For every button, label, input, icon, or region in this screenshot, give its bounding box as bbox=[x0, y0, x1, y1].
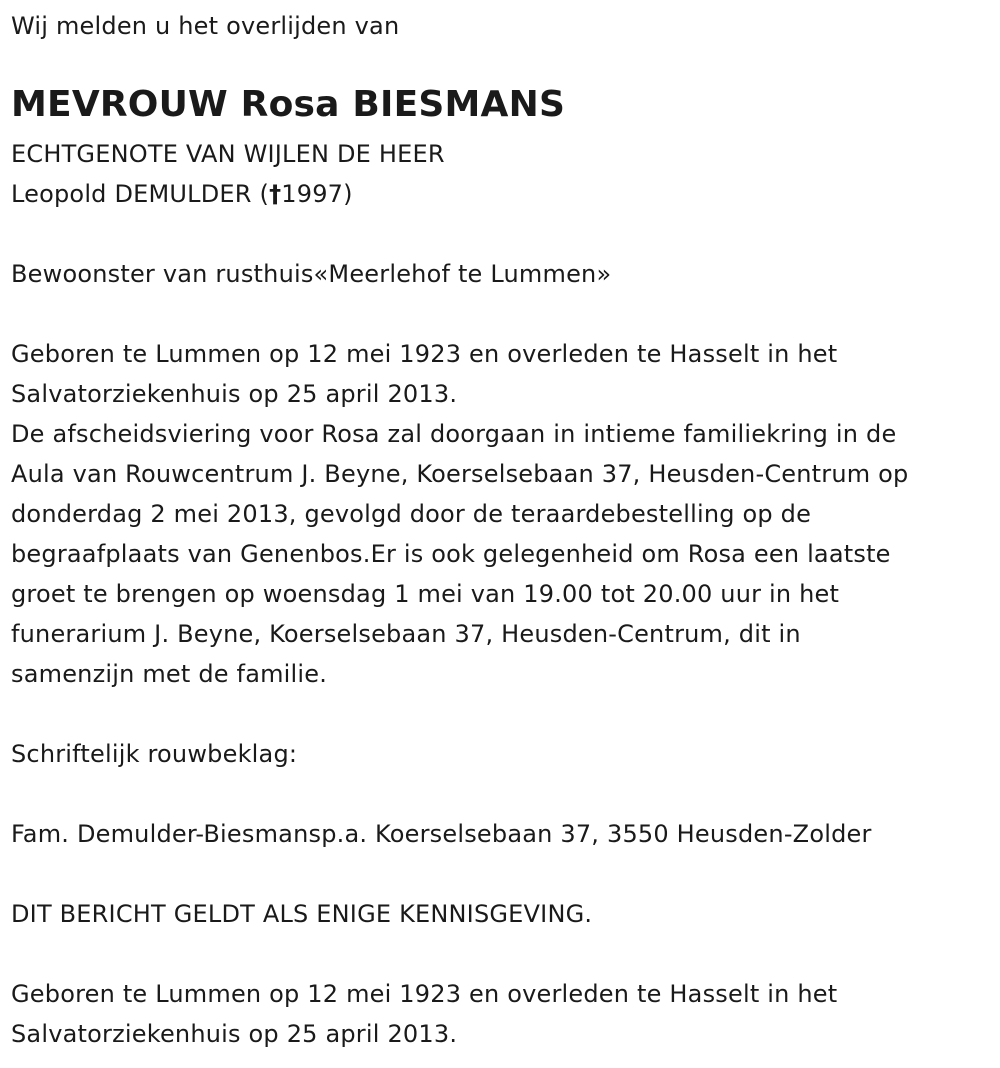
ceremony-line: Aula van Rouwcentrum J. Beyne, Koerselsebaan 37, Heusden-Centrum op bbox=[11, 460, 909, 488]
spouse-death-year: 1997) bbox=[281, 180, 353, 208]
ceremony-line: begraafplaats van Genenbos.Er is ook gelegenheid om Rosa een laatste bbox=[11, 540, 891, 568]
condolence-label: Schriftelijk rouwbeklag: bbox=[11, 740, 298, 768]
deceased-name: MEVROUW Rosa BIESMANS bbox=[11, 84, 566, 125]
notice-text: DIT BERICHT GELDT ALS ENIGE KENNISGEVING. bbox=[11, 900, 593, 928]
residence-text: Bewoonster van rusthuis«Meerlehof te Lummen» bbox=[11, 260, 612, 288]
birth-death-repeat-line: Salvatorziekenhuis op 25 april 2013. bbox=[11, 1020, 458, 1048]
spouse-name: Leopold DEMULDER ( bbox=[11, 180, 270, 208]
ceremony-line: De afscheidsviering voor Rosa zal doorgaan in intieme familiekring in de bbox=[11, 420, 897, 448]
spouse-line: ECHTGENOTE VAN WIJLEN DE HEER bbox=[11, 140, 445, 168]
birth-death-line: Geboren te Lummen op 12 mei 1923 en overleden te Hasselt in het bbox=[11, 340, 838, 368]
intro-text: Wij melden u het overlijden van bbox=[11, 12, 400, 40]
birth-death-line: Salvatorziekenhuis op 25 april 2013. bbox=[11, 380, 458, 408]
birth-death-repeat-line: Geboren te Lummen op 12 mei 1923 en overleden te Hasselt in het bbox=[11, 980, 838, 1008]
ceremony-line: donderdag 2 mei 2013, gevolgd door de teraardebestelling op de bbox=[11, 500, 812, 528]
spouse-name-line bbox=[11, 174, 353, 214]
ceremony-line: funerarium J. Beyne, Koerselsebaan 37, Heusden-Centrum, dit in bbox=[11, 620, 801, 648]
ceremony-line: samenzijn met de familie. bbox=[11, 660, 328, 688]
ceremony-line: groet te brengen op woensdag 1 mei van 19.00 tot 20.00 uur in het bbox=[11, 580, 840, 608]
family-address: Fam. Demulder-Biesmansp.a. Koerselsebaan 37, 3550 Heusden-Zolder bbox=[11, 820, 872, 848]
cross-icon: † bbox=[269, 180, 282, 208]
